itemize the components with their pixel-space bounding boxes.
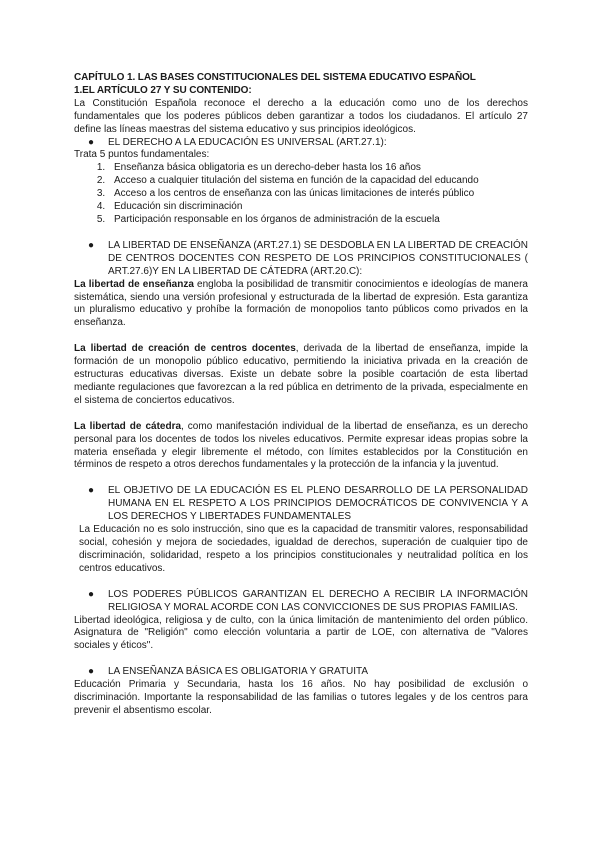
bullet-text: EL OBJETIVO DE LA EDUCACIÓN ES EL PLENO DESARROLLO DE LA PERSONALIDAD HUMANA EN EL RESPETO A LOS PRINCIPIOS DEMOCRÁTICOS DE CONVIVENCIA Y A LOS DERECHOS Y LIBERTADES FUNDAMENTALES [108, 485, 528, 523]
bullet-universal [88, 137, 528, 150]
term-bold: La libertad de cátedra [74, 420, 182, 432]
list-item: 5. Participación responsable en los órganos de administración de la escuela [108, 214, 528, 227]
bullet-text: EL DERECHO A LA EDUCACIÓN ES UNIVERSAL (ART.27.1): [108, 136, 387, 148]
bullet-libertad [88, 240, 528, 279]
bullet-text: LA ENSEÑANZA BÁSICA ES OBLIGATORIA Y GRATUITA [108, 666, 369, 678]
bullet-objetivo [88, 485, 528, 524]
bullet-icon: ● [88, 666, 95, 678]
paragraph-objetivo: La Educación no es solo instrucción, sino que es la capacidad de transmitir valores, responsabilidad social, cohesión y mejora de sociedades, igualdad de derechos, superación de cualquier tipo de discriminación, solidaridad, respeto a los principios constitucionales y neutralidad política en los centros educativos. [79, 524, 528, 574]
bullet-icon: ● [88, 588, 95, 600]
term-bold: La libertad de creación de centros docentes [74, 343, 296, 355]
paragraph-text: , derivada de la libertad de enseñanza, impide la formación de un monopolio público educativo, permitiendo la iniciativa privada en la creación de estructuras educativas diversas. Existe un debate sobre la posible coartación de esta libertad mediante regulaciones que favorezcan a la red pública en detrimento de la privada, especialmente en el sistema de conciertos educativos. [74, 343, 528, 406]
list-item: 4. Educación sin discriminación [108, 201, 528, 214]
paragraph-libertad-ensenanza [74, 279, 528, 331]
list-item: 2. Acceso a cualquier titulación del sistema en función de la capacidad del educando [108, 175, 528, 188]
bullet-icon: ● [88, 136, 95, 148]
list-item: 3. Acceso a los centros de enseñanza con las únicas limitaciones de interés público [108, 188, 528, 201]
bullet-icon: ● [88, 485, 95, 497]
bullet-religion [88, 589, 528, 615]
paragraph-text: , como manifestación individual de la libertad de enseñanza, es un derecho personal para los docentes de todos los niveles educativos. Permite expresar ideas propias sobre la materia enseñada y elegir libremente el método, con límites establecidos por la Constitución en términos de respeto a otros derechos fundamentales y la protección de la infancia y la juventud. [74, 420, 528, 471]
paragraph-obligatoria: Educación Primaria y Secundaria, hasta los 16 años. No hay posibilidad de exclusión o discriminación. Importante la responsabilidad de las familias o tutores legales y de los centros para prevenir el absentismo escolar. [74, 679, 528, 716]
points-list [74, 162, 528, 227]
list-item: 1. Enseñanza básica obligatoria es un derecho-deber hasta los 16 años [108, 162, 528, 175]
chapter-title: CAPÍTULO 1. LAS BASES CONSTITUCIONALES DEL SISTEMA EDUCATIVO ESPAÑOL [74, 72, 476, 83]
section-title: 1.EL ARTÍCULO 27 Y SU CONTENIDO: [74, 84, 252, 96]
bullet-text: LOS PODERES PÚBLICOS GARANTIZAN EL DERECHO A RECIBIR LA INFORMACIÓN RELIGIOSA Y MORAL ACORDE CON LAS CONVICCIONES DE SUS PROPIAS FAMILIAS. [108, 588, 528, 613]
bullet-obligatoria [88, 666, 528, 679]
points-intro: Trata 5 puntos fundamentales: [74, 149, 210, 161]
bullet-text: LA LIBERTAD DE ENSEÑANZA (ART.27.1) SE DESDOBLA EN LA LIBERTAD DE CREACIÓN DE CENTROS DOCENTES CON RESPETO DE LOS PRINCIPIOS CONSTITUCIONALES ( ART.27.6)Y EN LA LIBERTAD DE CÁTEDRA (ART.20.C): [108, 239, 528, 277]
paragraph-catedra [74, 421, 528, 473]
paragraph-text: engloba la posibilidad de transmitir conocimientos e ideologías de manera sistemática, siendo una versión profesional y estructurada de la libertad de expresión. Esta garantiza un pluralismo educativo y prohíbe la formación de monopolios tanto públicos como privados en la enseñanza. [74, 278, 528, 329]
term-bold: La libertad de enseñanza [74, 278, 194, 290]
bullet-icon: ● [88, 239, 95, 251]
intro-paragraph: La Constitución Española reconoce el derecho a la educación como uno de los derechos fundamentales que los poderes públicos deben garantizar a todos los ciudadanos. El artículo 27 define las líneas maestras del sistema educativo y sus principios ideológicos. [74, 97, 528, 135]
paragraph-religion: Libertad ideológica, religiosa y de culto, con la única limitación de mantenimiento del orden público. Asignatura de "Religión" como elección voluntaria a partir de LOE, con alternativa de "Valores sociales y éticos". [74, 614, 528, 652]
paragraph-creacion-centros [74, 343, 528, 408]
